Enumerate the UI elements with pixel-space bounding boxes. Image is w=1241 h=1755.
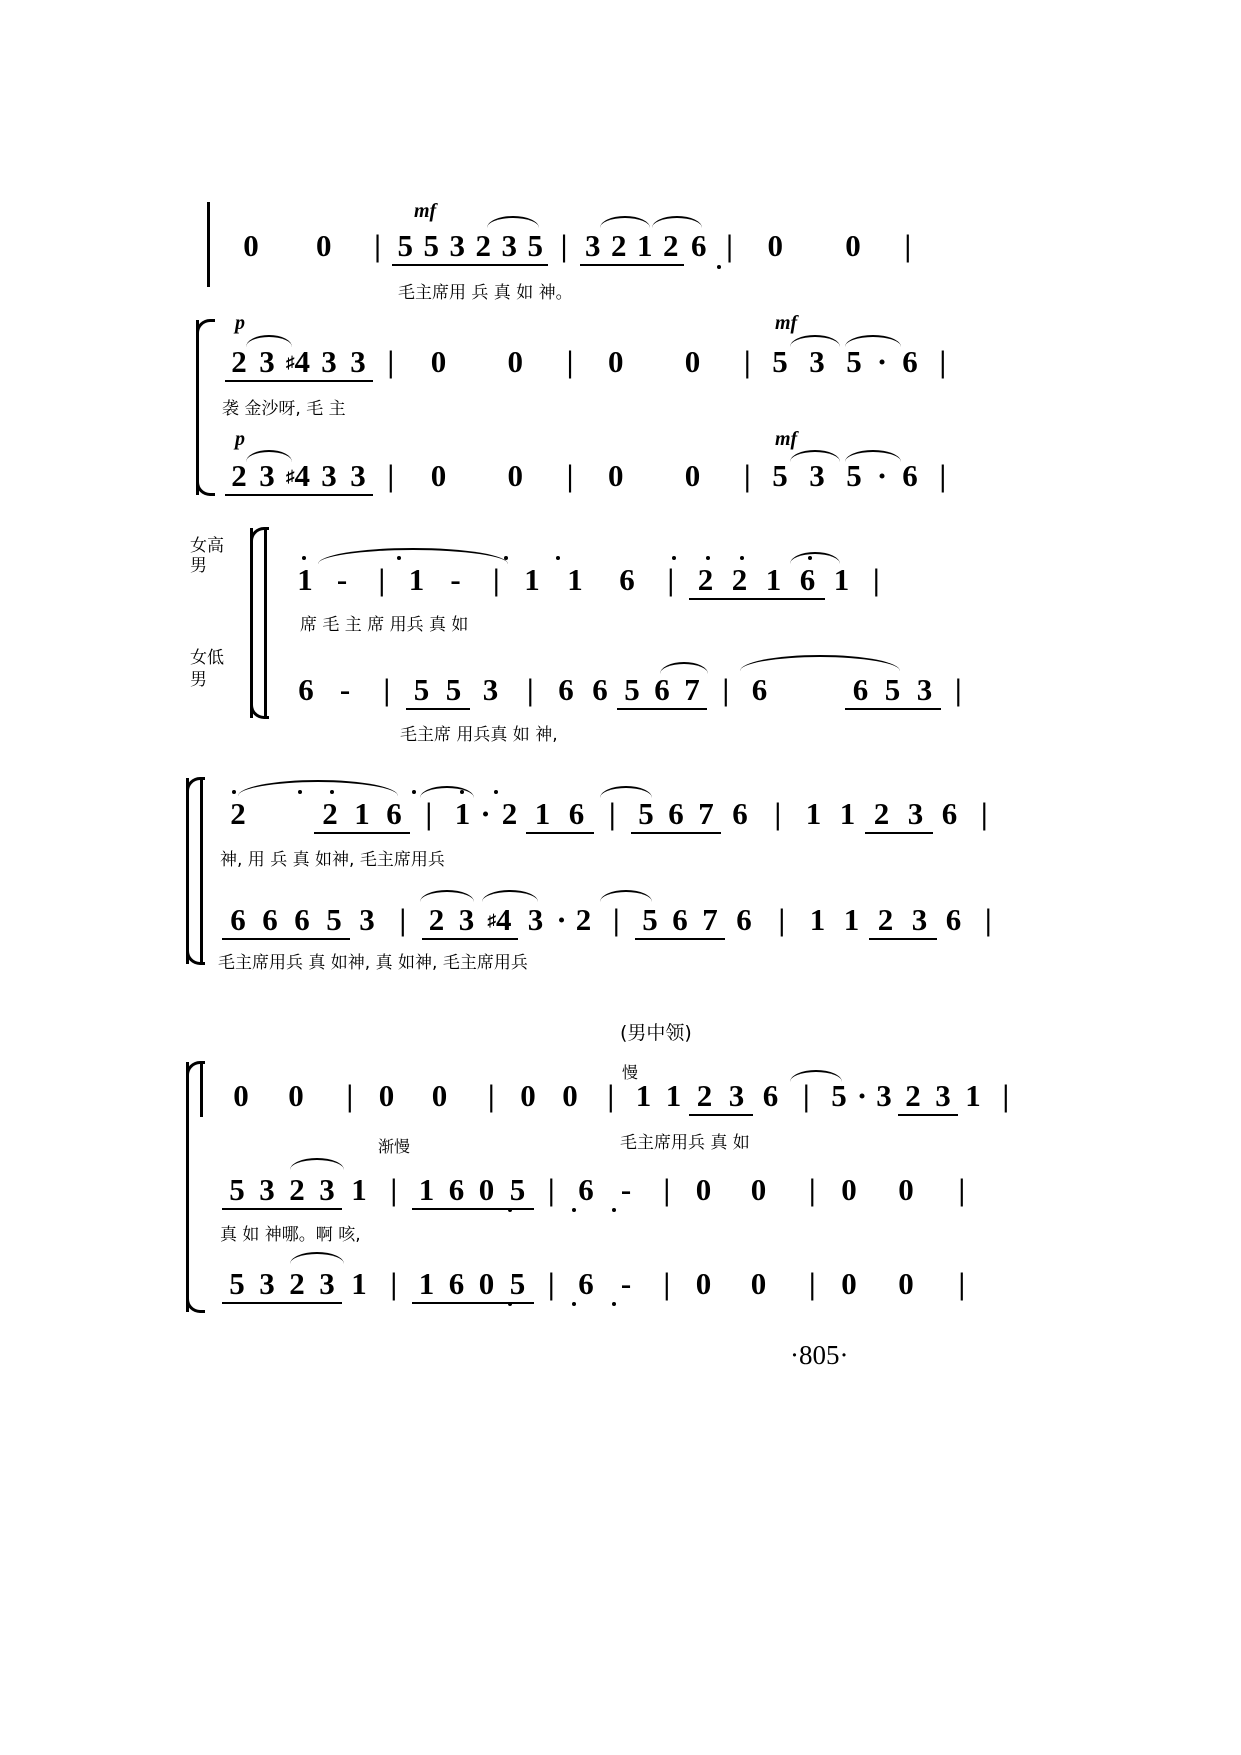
cue-male-lead: (男中领) xyxy=(620,1022,692,1044)
system-barline xyxy=(207,202,210,287)
dynamic-p-2: p xyxy=(235,428,245,450)
system-barline xyxy=(264,528,267,718)
lyrics-line-1: 毛主席用 兵 真 如 神。 xyxy=(398,283,573,303)
system-barline xyxy=(200,778,203,964)
slur xyxy=(487,216,539,228)
lyrics-line-7: 毛主席用兵 真 如神, 真 如神, 毛主席用兵 xyxy=(218,953,528,973)
slur xyxy=(600,890,652,902)
slur xyxy=(482,890,538,902)
staff-line-1: 0 0 | 5 5 3 2 3 5 | 3 2 1 2 6 | 0 0 | xyxy=(225,228,915,266)
system-barline xyxy=(200,1062,203,1117)
dynamic-mf: mf xyxy=(414,200,437,222)
label-text: 男 xyxy=(190,670,207,690)
staff-line-2: 2 3 ♯4 3 3 | 0 0 | 0 0 | 5 3 5 · 6 | xyxy=(225,344,951,382)
octave-dot xyxy=(460,790,464,794)
lyrics-line-4: 席 毛 主 席 用兵 真 如 xyxy=(300,615,469,635)
staff-line-3: 2 3 ♯4 3 3 | 0 0 | 0 0 | 5 3 5 · 6 | xyxy=(225,458,951,496)
octave-dot xyxy=(740,556,744,560)
lyrics-line-9: 真 如 神哪。啊 咳, xyxy=(220,1225,361,1245)
octave-dot xyxy=(612,1208,616,1212)
octave-dot xyxy=(494,790,498,794)
tie xyxy=(238,780,398,796)
octave-dot xyxy=(808,556,812,560)
lyrics-line-5: 毛主席 用兵真 如 神, xyxy=(400,725,558,745)
staff-line-10: 5 3 2 3 1 | 1 6 0 5 | 6 - | 0 0 | 0 0 | xyxy=(222,1266,972,1304)
voice-label-alto xyxy=(190,650,224,667)
slur xyxy=(600,216,650,228)
octave-dot xyxy=(298,790,302,794)
octave-dot xyxy=(556,556,560,560)
voice-brace xyxy=(250,528,271,718)
voice-label-tenor xyxy=(190,558,207,575)
lyrics-line-6: 神, 用 兵 真 如神, 毛主席用兵 xyxy=(220,850,445,870)
staff-line-8: 0 0 | 0 0 | 0 0 | 1 1 2 3 6 | 5 · 3 2 3 1 | xyxy=(222,1078,1016,1116)
tie xyxy=(740,655,900,671)
dynamic-mf-3: mf xyxy=(775,428,798,450)
voice-brace xyxy=(196,320,217,495)
voice-label-bass xyxy=(190,672,207,689)
staff-line-7: 6 6 6 5 3 | 2 3 ♯4 3 · 2 | 5 6 7 6 | 1 1 2 3 6 | xyxy=(222,902,998,940)
lyrics-line-2: 袭 金沙呀, 毛 主 xyxy=(222,399,346,419)
slur xyxy=(420,890,474,902)
dynamic-p: p xyxy=(235,312,245,334)
octave-dot xyxy=(330,790,334,794)
voice-label-soprano xyxy=(190,538,224,555)
octave-dot xyxy=(572,1208,576,1212)
tempo-slow: 慢 xyxy=(622,1063,639,1082)
octave-dot xyxy=(572,1302,576,1306)
octave-dot xyxy=(706,556,710,560)
octave-dot xyxy=(397,556,401,560)
octave-dot xyxy=(508,1302,512,1306)
octave-dot xyxy=(504,556,508,560)
slur xyxy=(290,1252,344,1264)
octave-dot xyxy=(717,265,721,269)
label-text: 男 xyxy=(190,556,207,576)
octave-dot xyxy=(612,1302,616,1306)
staff-line-4: 1 - | 1 - | 1 1 6 | 2 2 1 6 1 | xyxy=(290,562,886,600)
staff-line-6: 2 2 1 6 | 1 · 2 1 6 | 5 6 7 6 | 1 1 2 3 6 | xyxy=(222,796,994,834)
slur xyxy=(652,216,702,228)
slur xyxy=(290,1158,344,1170)
octave-dot xyxy=(412,790,416,794)
octave-dot xyxy=(672,556,676,560)
staff-line-5: 6 - | 5 5 3 | 6 6 5 6 7 | 6 6 5 3 | xyxy=(290,672,968,710)
octave-dot xyxy=(232,790,236,794)
octave-dot xyxy=(508,1208,512,1212)
page-number: ·805· xyxy=(790,1340,849,1370)
dynamic-mf-2: mf xyxy=(775,312,798,334)
label-text: 女低 xyxy=(190,648,224,668)
label-text: 女高 xyxy=(190,536,224,556)
tempo-gradually-slow: 渐慢 xyxy=(378,1137,411,1156)
voice-brace xyxy=(186,1062,207,1312)
voice-brace xyxy=(186,778,207,964)
staff-line-9: 5 3 2 3 1 | 1 6 0 5 | 6 - | 0 0 | 0 0 | xyxy=(222,1172,972,1210)
octave-dot xyxy=(302,556,306,560)
lyrics-line-8: 毛主席用兵 真 如 xyxy=(620,1133,750,1153)
